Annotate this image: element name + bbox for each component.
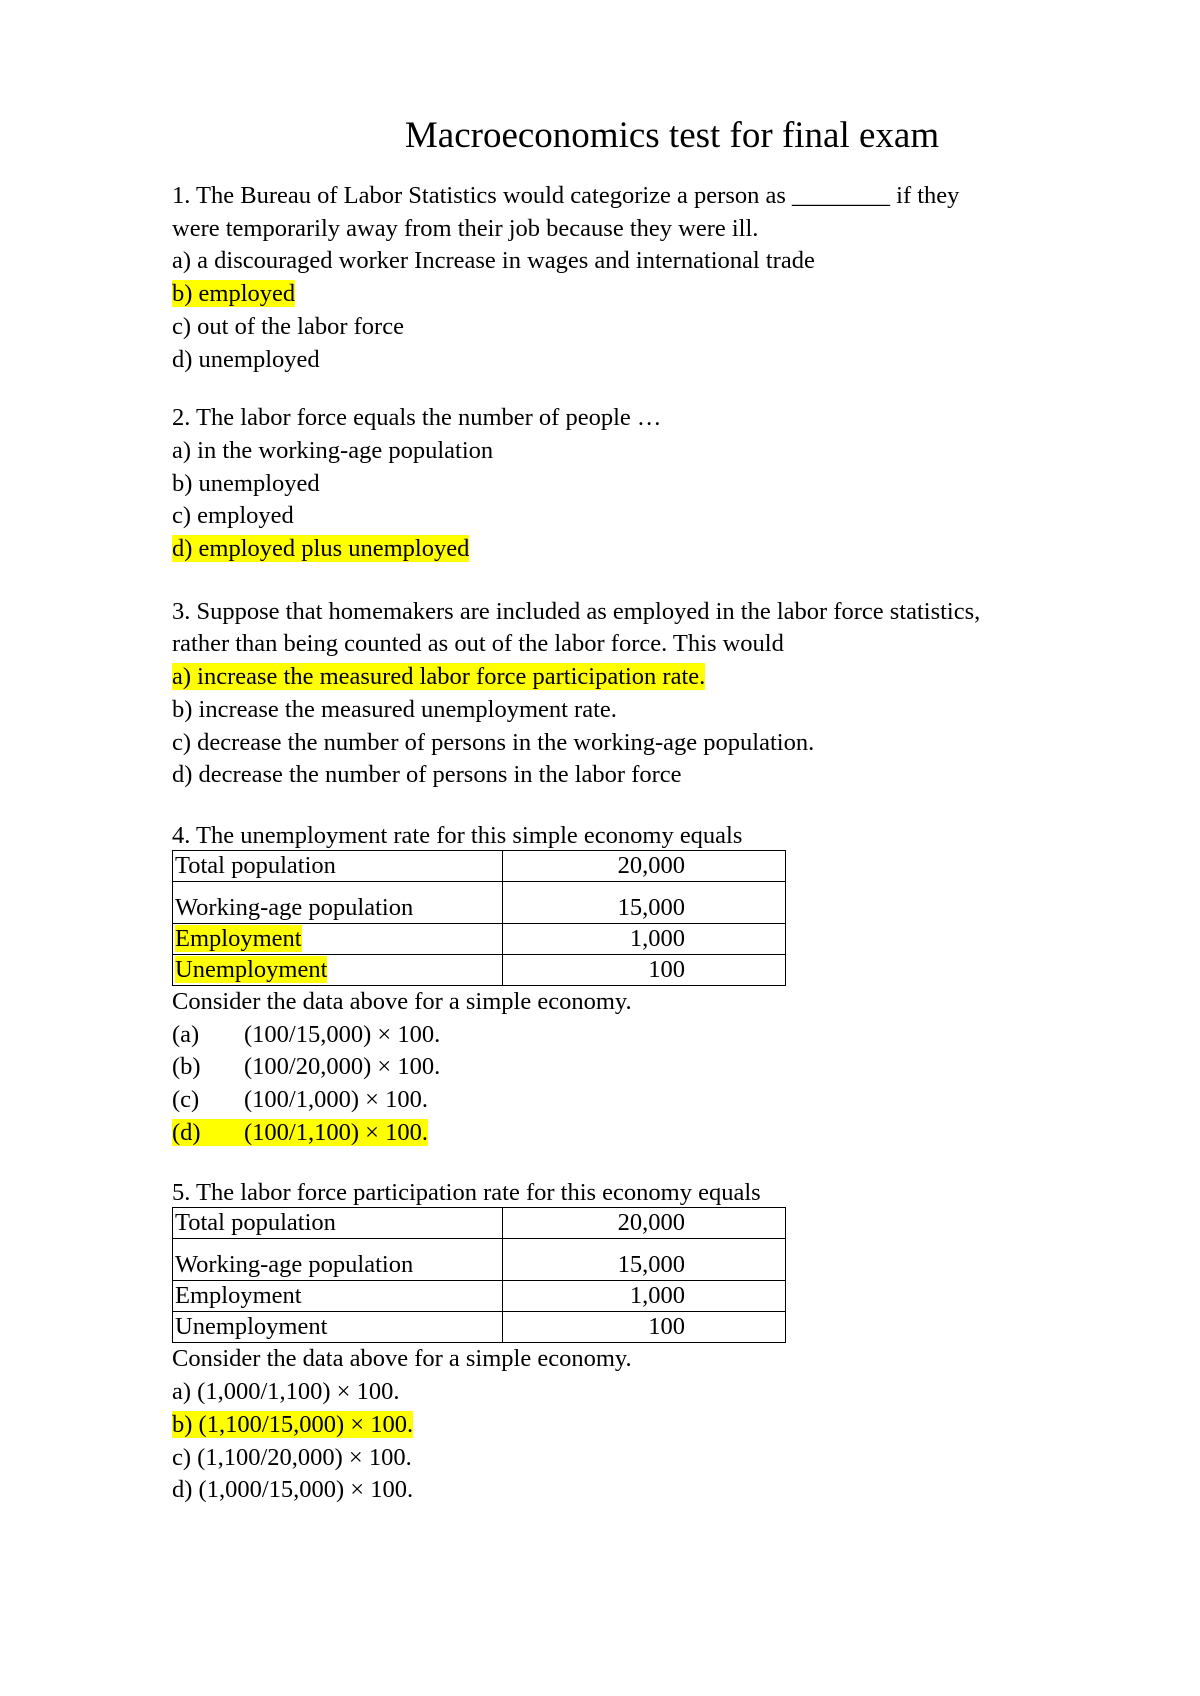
option-key: (c)	[172, 1086, 200, 1114]
option-text: b) unemployed	[172, 469, 320, 497]
question-2-option-c	[172, 500, 1122, 533]
table-cell-label: Working-age population	[173, 1239, 503, 1281]
table-row	[173, 850, 786, 881]
option-text: c) decrease the number of persons in the working-age population.	[172, 728, 815, 756]
table-row	[173, 881, 786, 923]
table-row	[173, 1312, 786, 1343]
table-cell-label: Working-age population	[173, 881, 503, 923]
table-cell-value: 100	[503, 954, 786, 985]
option-text: (100/1,000) × 100.	[244, 1086, 428, 1114]
question-4-text: 4. The unemployment rate for this simple economy equals	[172, 821, 743, 849]
question-3-text-line2: rather than being counted as out of the labor force. This would	[172, 630, 784, 658]
question-4	[172, 822, 1122, 1150]
option-text: c) employed	[172, 502, 294, 530]
question-5-after-table: Consider the data above for a simple economy.	[172, 1345, 632, 1373]
question-5	[172, 1179, 1122, 1507]
option-text: c) (1,100/20,000) × 100.	[172, 1443, 412, 1471]
table-row	[173, 1239, 786, 1281]
highlighted-label: Employment	[175, 924, 302, 952]
question-1-option-a	[172, 245, 1122, 278]
table-cell-value: 15,000	[503, 1239, 786, 1281]
question-5-option-a	[172, 1376, 1122, 1409]
table-cell-value: 1,000	[503, 923, 786, 954]
table-row	[173, 1208, 786, 1239]
table-row	[173, 923, 786, 954]
option-text: (100/15,000) × 100.	[244, 1020, 441, 1048]
highlighted-label: Unemployment	[175, 955, 328, 983]
question-4-after-table: Consider the data above for a simple economy.	[172, 987, 632, 1015]
table-cell-value: 15,000	[503, 881, 786, 923]
question-1-option-b	[172, 278, 1122, 311]
question-3-text-line1: 3. Suppose that homemakers are included as employed in the labor force statistics,	[172, 597, 981, 625]
option-text: a) in the working-age population	[172, 436, 494, 464]
table-cell-label: Total population	[173, 850, 503, 881]
question-1-option-c	[172, 311, 1122, 344]
option-key: (a)	[172, 1020, 200, 1048]
exam-page	[172, 112, 1122, 1507]
question-2-option-d	[172, 533, 1122, 566]
option-text: (100/1,100) × 100.	[244, 1118, 428, 1146]
highlighted-answer: b) employed	[172, 280, 296, 308]
page-title: Macroeconomics test for final exam	[404, 115, 940, 156]
question-2	[172, 402, 1122, 566]
question-5-option-b	[172, 1409, 1122, 1442]
table-cell-value: 20,000	[503, 1208, 786, 1239]
question-1	[172, 180, 1122, 376]
table-row	[173, 1281, 786, 1312]
question-3-option-d	[172, 759, 1122, 792]
question-3	[172, 596, 1122, 792]
question-5-text: 5. The labor force participation rate for this economy equals	[172, 1179, 761, 1207]
highlighted-answer: b) (1,100/15,000) × 100.	[172, 1410, 414, 1438]
question-1-text-line1: 1. The Bureau of Labor Statistics would categorize a person as ________ if they	[172, 182, 960, 209]
question-2-option-b	[172, 468, 1122, 501]
question-3-option-b	[172, 694, 1122, 727]
table-cell-value: 1,000	[503, 1281, 786, 1312]
question-1-text-line2: were temporarily away from their job because they were ill.	[172, 214, 759, 242]
spacer	[172, 792, 1122, 822]
question-4-option-a	[172, 1019, 1122, 1052]
table-cell-label: Employment	[173, 1281, 503, 1312]
option-text: d) unemployed	[172, 345, 320, 373]
question-2-option-a	[172, 435, 1122, 468]
highlighted-answer: d) employed plus unemployed	[172, 535, 470, 563]
option-text: d) decrease the number of persons in the labor force	[172, 761, 682, 789]
table-row	[173, 954, 786, 985]
table-cell-value: 20,000	[503, 850, 786, 881]
table-cell-value: 100	[503, 1312, 786, 1343]
question-5-option-c	[172, 1442, 1122, 1475]
table-cell-label: Total population	[173, 1208, 503, 1239]
option-text: a) (1,000/1,100) × 100.	[172, 1378, 400, 1406]
option-text: c) out of the labor force	[172, 312, 404, 340]
table-cell-label	[173, 954, 503, 985]
table-cell-label	[173, 923, 503, 954]
option-text: (100/20,000) × 100.	[244, 1053, 441, 1081]
question-1-option-d	[172, 344, 1122, 377]
question-4-option-b	[172, 1051, 1122, 1084]
question-2-text: 2. The labor force equals the number of people …	[172, 404, 662, 432]
highlighted-answer: a) increase the measured labor force participation rate.	[172, 663, 706, 691]
data-table	[172, 1207, 786, 1343]
question-4-option-c	[172, 1084, 1122, 1117]
option-text: b) increase the measured unemployment rate.	[172, 695, 617, 723]
spacer	[172, 566, 1122, 596]
option-key: (d)	[172, 1118, 201, 1146]
question-4-option-d	[172, 1117, 1122, 1150]
option-text: d) (1,000/15,000) × 100.	[172, 1476, 414, 1504]
highlighted-answer	[172, 1119, 428, 1146]
spacer	[172, 1149, 1122, 1179]
option-key: (b)	[172, 1053, 201, 1081]
question-3-option-a	[172, 661, 1122, 694]
question-3-option-c	[172, 727, 1122, 760]
spacer	[172, 376, 1122, 402]
question-5-option-d	[172, 1474, 1122, 1507]
option-text: a) a discouraged worker Increase in wages and international trade	[172, 247, 815, 275]
data-table	[172, 850, 786, 986]
table-cell-label: Unemployment	[173, 1312, 503, 1343]
